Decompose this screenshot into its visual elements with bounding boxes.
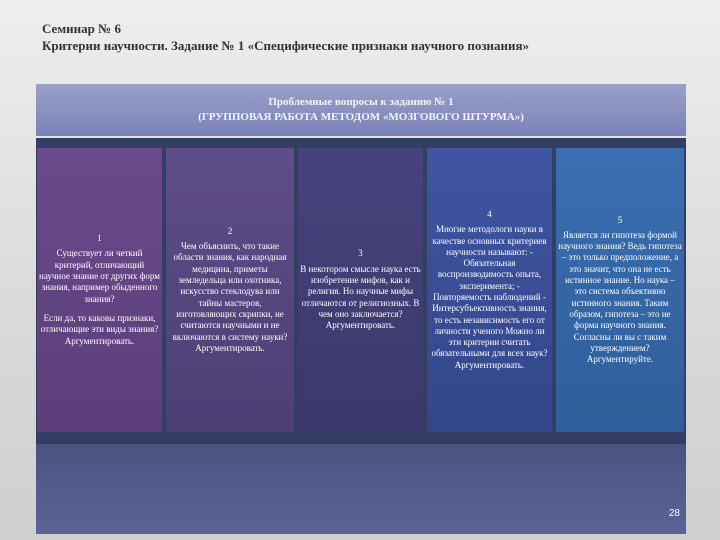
problem-questions-banner <box>36 84 686 136</box>
question-card-1 <box>37 148 162 432</box>
question-text: Чем объяснить, что такие области знания, как народная медицина, приметы земледельца или охотника, искусство стеклодува или тайны мастеров, изготовляющих скрипки, не считаются научными и не включаются в систему науки? Аргументировать. <box>172 241 288 353</box>
question-number: 5 <box>617 214 623 225</box>
question-card-5 <box>556 148 684 432</box>
slide-title <box>42 20 702 54</box>
question-text: Многие методологи науки в качестве основных критериев научности называют: - Обязательная воспроизводимость опыта, эксперимента; - Повторяемость наблюдений - Интерсубъективность знания, то есть независимость его от личности ученого Можно ли эти критерии считать обязательными для всех наук? Аргументировать. <box>431 224 548 370</box>
question-text: Существует ли четкий критерий, отличающий научное знание от других форм знания, например обыденного знания? <box>39 248 160 304</box>
question-text: В некотором смысле наука есть изобретение мифов, как и религия. Но научные мифы отличаются от религиозных. В чем оно заключается? Аргументировать. <box>300 263 421 331</box>
panel-footer <box>36 444 686 534</box>
page-number: 28 <box>668 508 680 519</box>
banner-subtitle: (ГРУППОВАЯ РАБОТА МЕТОДОМ «МОЗГОВОГО ШТУРМА») <box>198 111 524 123</box>
question-number: 3 <box>358 248 363 259</box>
question-number: 2 <box>227 225 233 236</box>
question-followup: Если да, то каковы признаки, отличающие эти виды знания? Аргументировать. <box>40 312 159 346</box>
question-number: 1 <box>97 233 102 244</box>
question-number: 4 <box>487 208 492 219</box>
question-card-3 <box>298 148 423 432</box>
banner-title: Проблемные вопросы к заданию № 1 <box>268 96 454 108</box>
question-card-4 <box>427 148 552 432</box>
question-text: Является ли гипотеза формой научного знания? Ведь гипотеза – это только предположение, а это значит, что она не есть истинное знание. Но наука – это система объективно истинного знания. Таким образом, гипотеза – это не форма научного знания. Согласны ли вы с таким утверждением? Аргументируйте. <box>558 229 682 365</box>
question-card-2 <box>166 148 294 432</box>
seminar-heading: Семинар № 6 <box>42 21 121 36</box>
task-heading: Критерии научности. Задание № 1 «Специфические признаки научного познания» <box>42 38 530 53</box>
